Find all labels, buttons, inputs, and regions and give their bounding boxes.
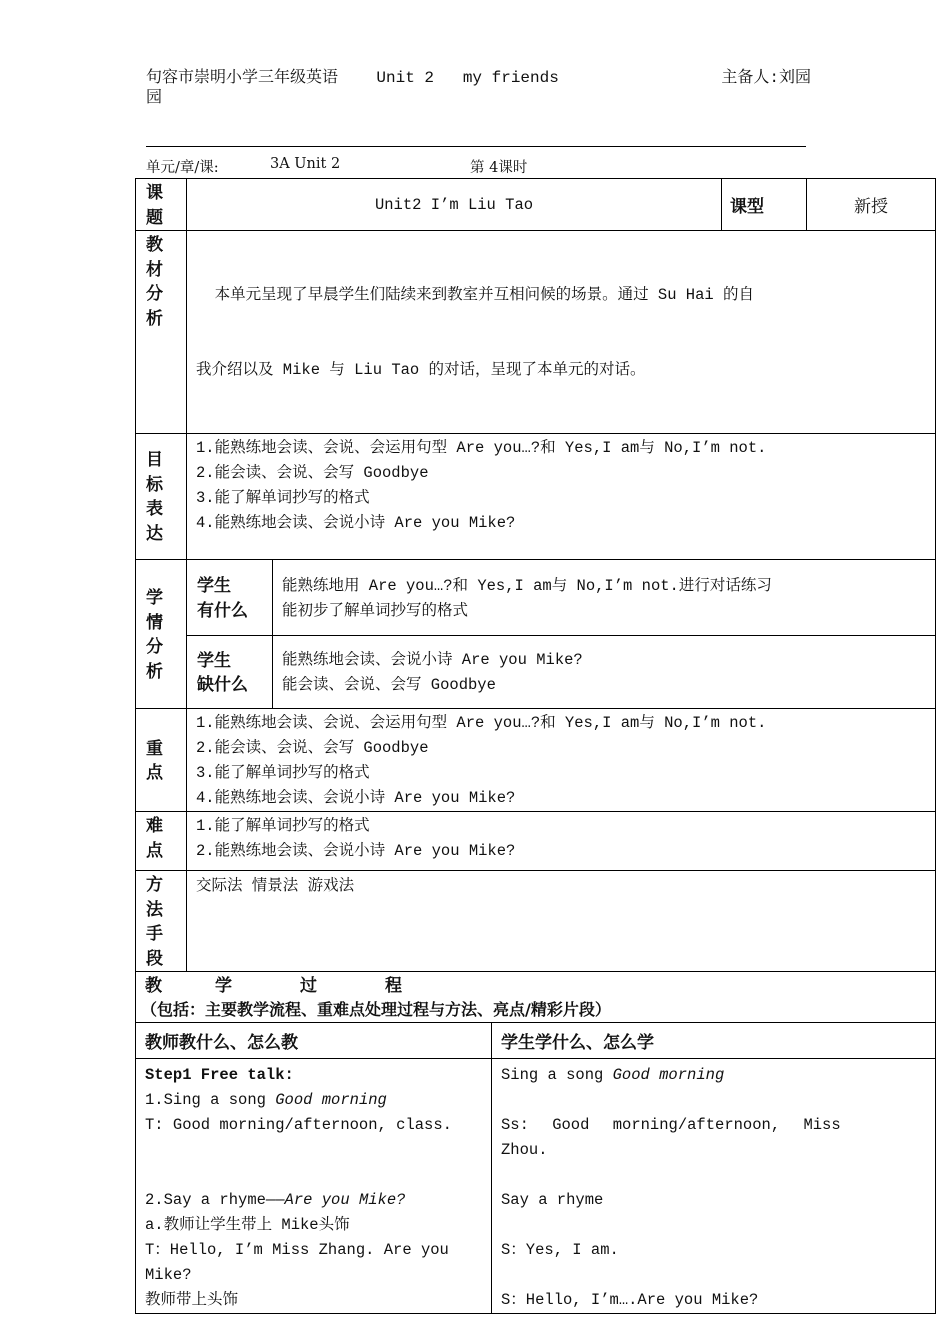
lack-label: 学生 缺什么 [187,636,273,709]
student-line: Ss: Good morning/afternoon, Miss [501,1116,841,1134]
teacher-content [136,1059,492,1314]
teacher-line: 1.Sing a song Good morning [145,1091,387,1109]
goals-row [136,434,936,560]
key-item: 4.能熟练地会读、会说小诗 Are you Mike? [196,789,516,807]
key-item: 1.能熟练地会读、会说、会运用句型 Are you…?和 Yes,I am与 No,I’m not. [196,714,767,732]
student-line: S：Yes, I am. [501,1241,619,1259]
process-title: 教 学 过 程 （包括：主要教学流程、重难点处理过程与方法、亮点/精彩片段） [136,972,936,1023]
student-column-header: 学生学什么、怎么学 [492,1023,936,1059]
teacher-line: T: Good morning/afternoon, class. [145,1116,452,1134]
goals-list [187,434,936,560]
difficult-points [187,812,936,871]
teacher-line: T：Hello, I’m Miss Zhang. Are you [145,1241,449,1259]
key-label: 重 点 [136,709,187,812]
key-row [136,709,936,812]
lesson-number: 第 4课时 [470,160,528,176]
unit-value: 3A Unit 2 [270,156,341,172]
student-line: Say a rhyme [501,1191,604,1209]
process-subtitle: （包括：主要教学流程、重难点处理过程与方法、亮点/精彩片段） [141,1000,611,1019]
teacher-line: 2.Say a rhyme——Are you Mike? [145,1191,406,1209]
goal-item: 1.能熟练地会读、会说、会运用句型 Are you…?和 Yes,I am与 No,I’m not. [196,439,767,457]
have-text: 能熟练地用 Are you…?和 Yes,I am与 No,I’m not.进行对话练习 能初步了解单词抄写的格式 [273,560,936,636]
material-text: 本单元呈现了早晨学生们陆续来到教室并互相问候的场景。通过 Su Hai 的自 我介绍以及 Mike 与 Liu Tao 的对话，呈现了本单元的对话。 [187,231,936,434]
method-label: 方 法 手 段 [136,871,187,972]
type-label: 课型 [722,179,807,231]
material-label: 教 材 分 析 [136,231,187,434]
header-rule [146,146,806,147]
process-content-row [136,1059,936,1314]
step1-title: Step1 Free talk: [145,1066,294,1084]
learner-have-row [136,560,936,636]
teacher-line: a.教师让学生带上 Mike头饰 [145,1216,350,1234]
difficult-item: 1.能了解单词抄写的格式 [196,817,370,835]
goal-item: 4.能熟练地会读、会说小诗 Are you Mike? [196,514,516,532]
unit-label: 单元/章/课: [146,160,219,176]
process-title-row [136,972,936,1023]
learner-lack-row [136,636,936,709]
header-preparer-wrap: 园 [146,89,163,107]
process-header-row [136,1023,936,1059]
teacher-column-header: 教师教什么、怎么教 [136,1023,492,1059]
goal-item: 2.能会读、会说、会写 Goodbye [196,464,429,482]
student-line: Zhou. [501,1141,548,1159]
header-preparer: 主备人:刘园 [721,69,811,87]
topic-value: Unit2 I’m Liu Tao [187,179,722,231]
student-line: S：Hello, I’m….Are you Mike? [501,1291,759,1309]
have-label: 学生 有什么 [187,560,273,636]
material-row [136,231,936,434]
goals-label: 目 标 表 达 [136,434,187,560]
method-text: 交际法 情景法 游戏法 [187,871,936,972]
teacher-line: 教师带上头饰 [145,1291,239,1309]
difficult-item: 2.能熟练地会读、会说小诗 Are you Mike? [196,842,516,860]
difficult-label: 难 点 [136,812,187,871]
header-title: 句容市崇明小学三年级英语 Unit 2 my friends [146,69,559,87]
student-line: Sing a song Good morning [501,1066,725,1084]
student-content [492,1059,936,1314]
lack-text: 能熟练地会读、会说小诗 Are you Mike? 能会读、会说、会写 Goodbye [273,636,936,709]
lesson-plan-table [135,178,936,1314]
learner-label: 学 情 分 析 [136,560,187,709]
type-value: 新授 [807,179,936,231]
method-row [136,871,936,972]
goal-item: 3.能了解单词抄写的格式 [196,489,370,507]
difficult-row [136,812,936,871]
teacher-line: Mike? [145,1266,192,1284]
key-item: 3.能了解单词抄写的格式 [196,764,370,782]
key-points [187,709,936,812]
topic-label: 课 题 [136,179,187,231]
key-item: 2.能会读、会说、会写 Goodbye [196,739,429,757]
page-header [146,68,811,108]
topic-row [136,179,936,231]
